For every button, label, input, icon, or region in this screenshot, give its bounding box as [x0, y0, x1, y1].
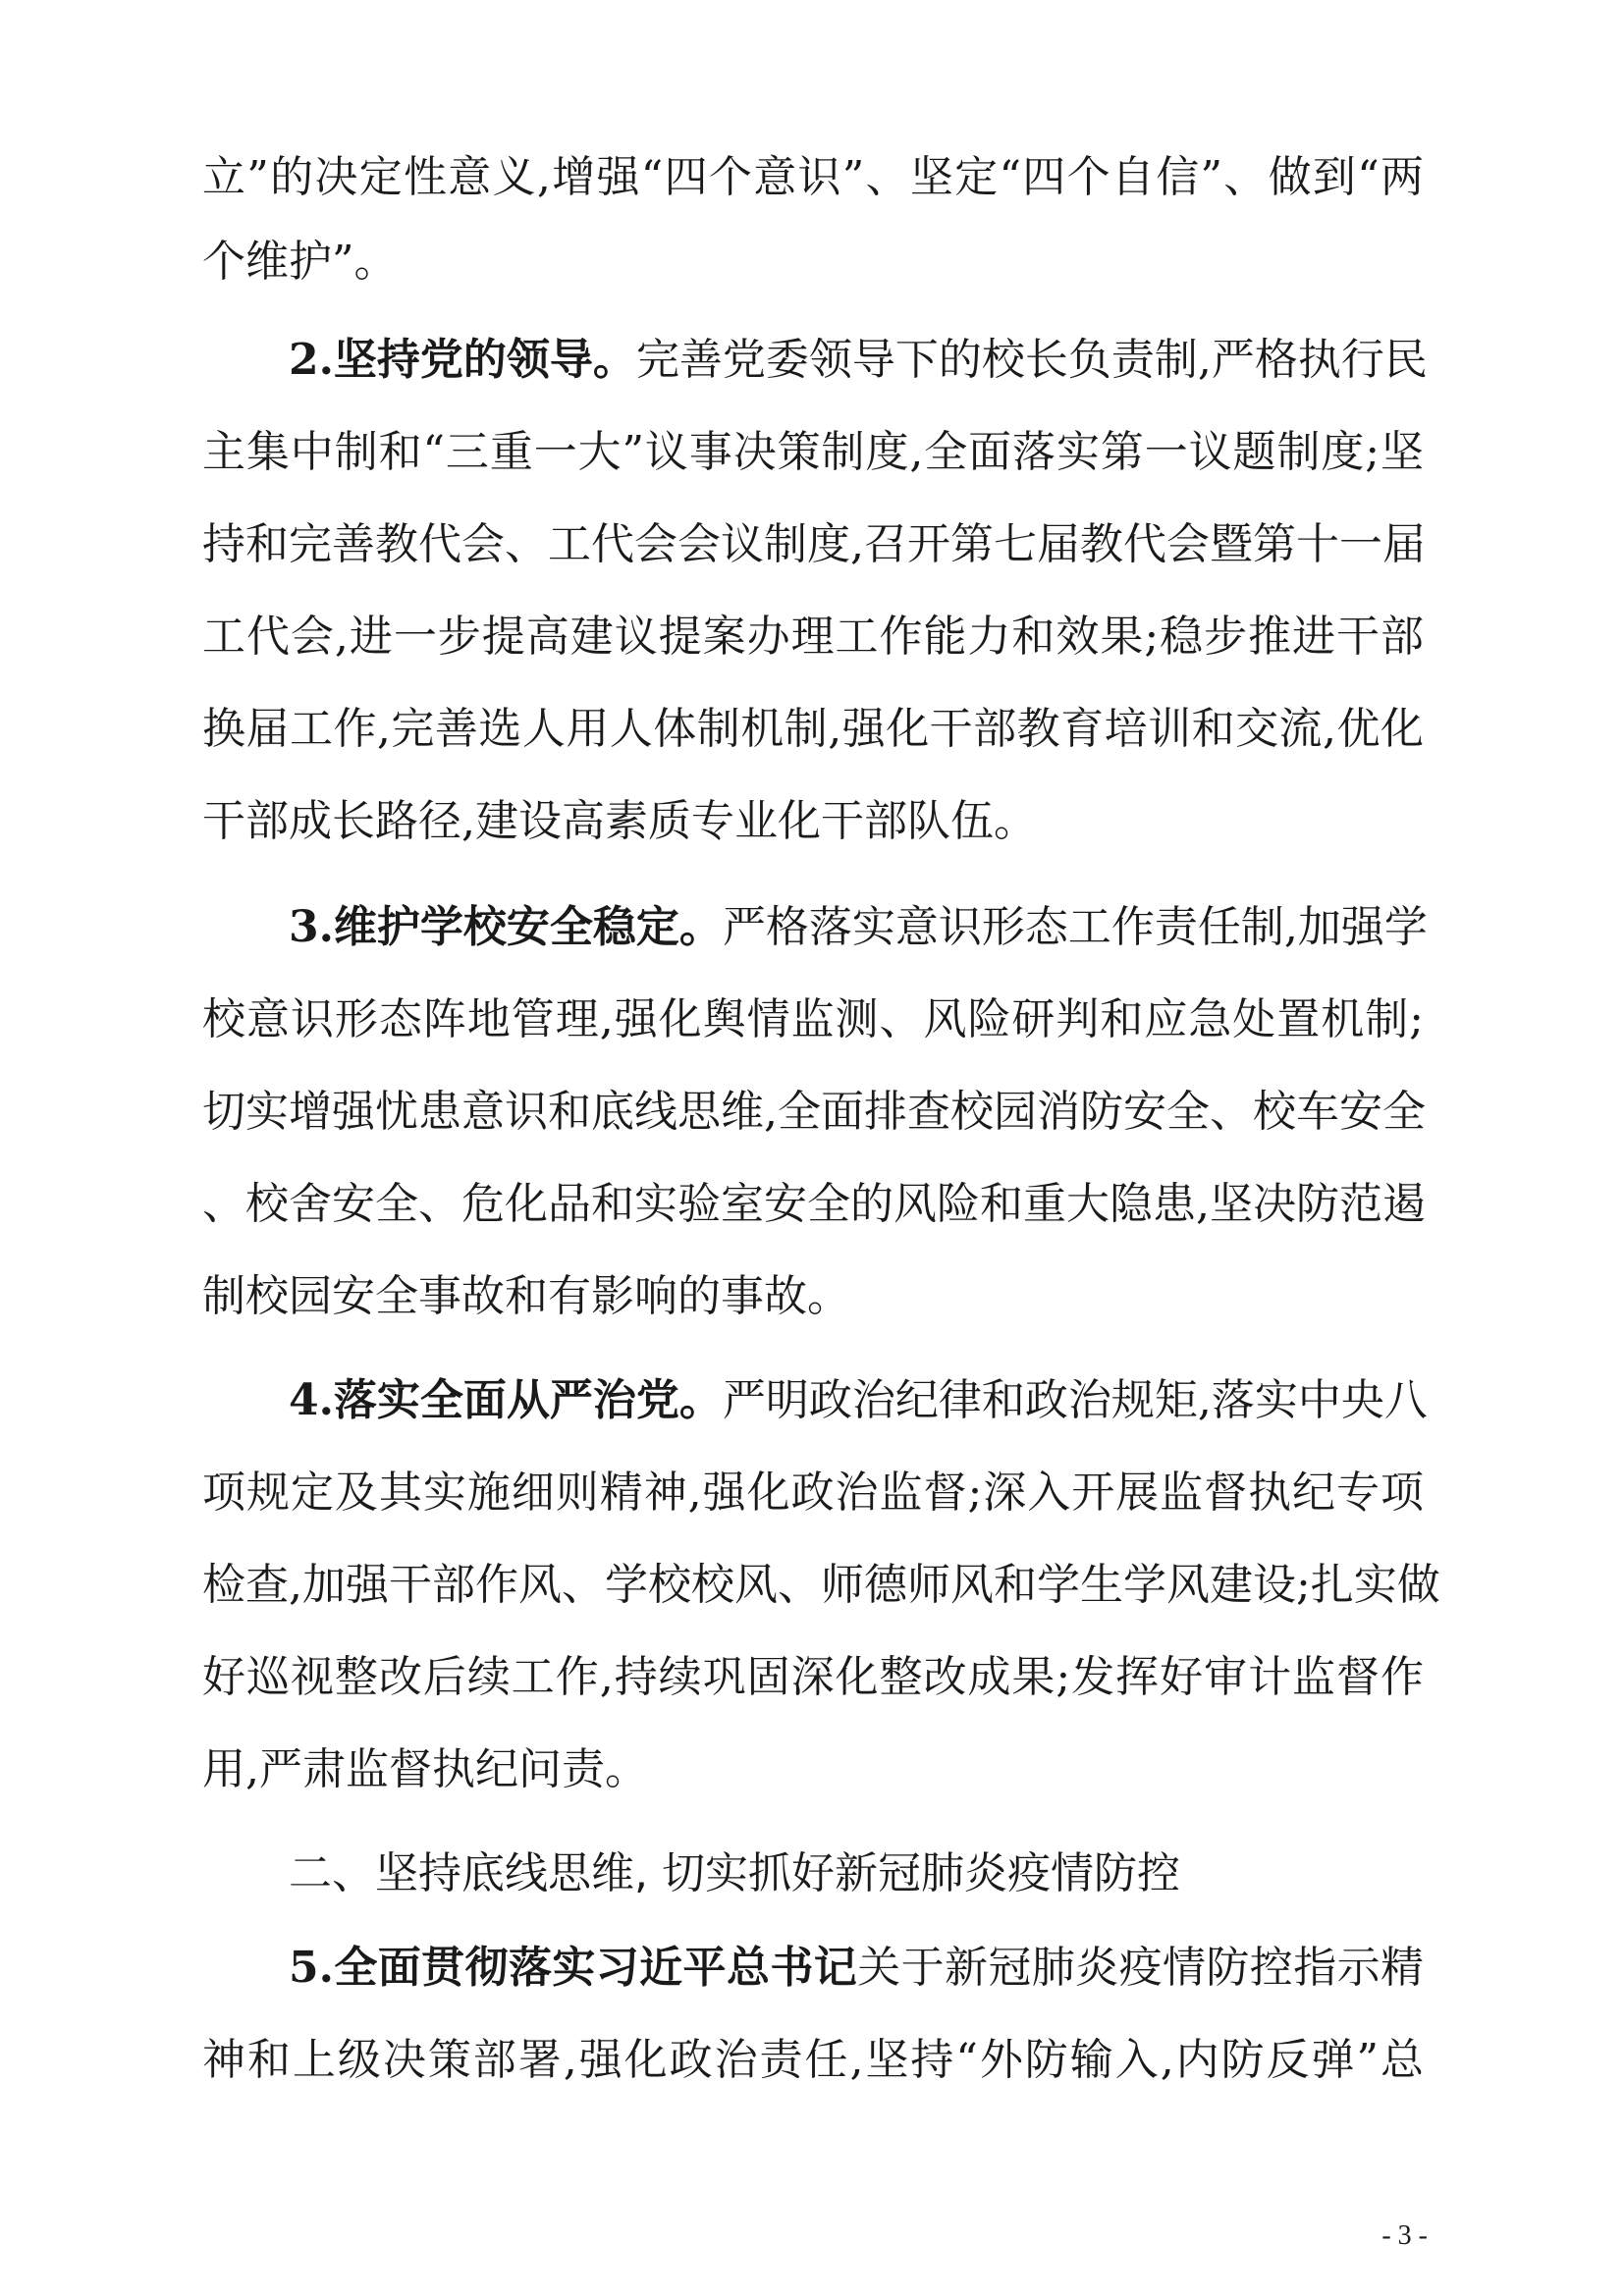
body-line: 干部成长路径,建设高素质专业化干部队伍。	[202, 796, 1037, 846]
item-text: 严格落实意识形态工作责任制,加强学	[722, 902, 1428, 952]
paragraph-first-line	[289, 1924, 1424, 2012]
item-lead: 2.坚持党的领导。	[289, 335, 636, 385]
item-text: 关于新冠肺炎疫情防控指示精	[857, 1943, 1425, 1993]
body-line: 工代会,进一步提高建议提案办理工作能力和效果;稳步推进干部	[202, 612, 1424, 662]
body-line: 主集中制和“三重一大”议事决策制度,全面落实第一议题制度;坚	[202, 427, 1424, 477]
section-heading: 二、坚持底线思维, 切实抓好新冠肺炎疫情防控	[289, 1848, 1180, 1898]
page-number: - 3 -	[1381, 2220, 1428, 2251]
body-line: 用,严肃监督执纪问责。	[202, 1744, 648, 1794]
body-line: 换届工作,完善选人用人体制机制,强化干部教育培训和交流,优化	[202, 704, 1424, 754]
item-text: 完善党委领导下的校长负责制,严格执行民	[635, 335, 1428, 385]
body-line: 好巡视整改后续工作,持续巩固深化整改成果;发挥好审计监督作	[202, 1652, 1424, 1702]
body-line: 个维护”。	[202, 237, 398, 287]
body-line: 、校舍安全、危化品和实验室安全的风险和重大隐患,坚决防范遏	[202, 1179, 1426, 1229]
paragraph-first-line	[289, 316, 1428, 404]
body-line: 切实增强忧患意识和底线思维,全面排查校园消防安全、校车安全	[202, 1087, 1426, 1137]
item-text: 严明政治纪律和政治规矩,落实中央八	[722, 1375, 1428, 1425]
item-lead: 5.全面贯彻落实习近平总书记	[289, 1943, 858, 1993]
item-lead: 3.维护学校安全稳定。	[289, 902, 723, 952]
body-line: 项规定及其实施细则精神,强化政治监督;深入开展监督执纪专项	[202, 1468, 1424, 1518]
item-lead: 4.落实全面从严治党。	[289, 1375, 723, 1425]
body-line: 神和上级决策部署,强化政治责任,坚持“外防输入,内防反弹”总	[202, 2035, 1424, 2085]
paragraph-first-line	[289, 1357, 1428, 1445]
body-line: 立”的决定性意义,增强“四个意识”、坚定“四个自信”、做到“两	[202, 152, 1424, 202]
body-line: 校意识形态阵地管理,强化舆情监测、风险研判和应急处置机制;	[202, 994, 1424, 1044]
body-line: 制校园安全事故和有影响的事故。	[202, 1271, 850, 1321]
paragraph-first-line	[289, 883, 1428, 972]
body-line: 持和完善教代会、工代会会议制度,召开第七届教代会暨第十一届	[202, 519, 1426, 569]
body-line: 检查,加强干部作风、学校校风、师德师风和学生学风建设;扎实做	[202, 1560, 1440, 1610]
